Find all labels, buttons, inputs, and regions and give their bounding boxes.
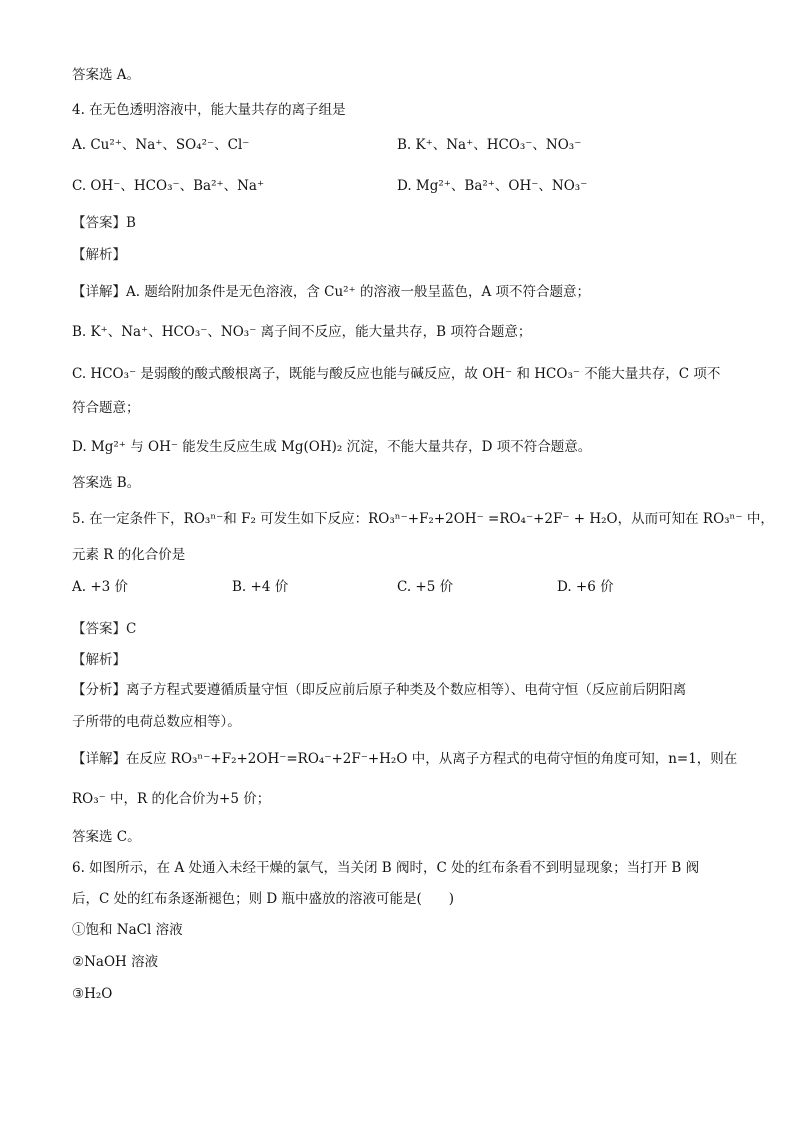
analysis-5-line1: 【分析】离子方程式要遵循质量守恒（即反应前后原子种类及个数应相等）、电荷守恒（反应前后阴阳离 xyxy=(72,682,687,698)
detail-4-2: B. K⁺、Na⁺、HCO₃⁻、NO₃⁻ 离子间不反应，能大量共存，B 项符合题意； xyxy=(72,324,532,340)
question-6-option3: ③H₂O xyxy=(72,986,113,1002)
option-5a: A. +3 价 xyxy=(72,579,129,595)
option-5c: C. +5 价 xyxy=(397,579,454,595)
answer-select-5: 答案选 C。 xyxy=(72,829,141,845)
detail-5-line2: RO₃⁻ 中，R 的化合价为+5 价； xyxy=(72,791,271,807)
question-6-option1: ①饱和 NaCl 溶液 xyxy=(72,922,183,938)
option-5b: B. +4 价 xyxy=(232,579,289,595)
detail-4-4: 符合题意； xyxy=(72,400,140,416)
question-6-line2: 后，C 处的红布条逐渐褪色；则 D 瓶中盛放的溶液可能是( ) xyxy=(72,891,455,907)
question-6-option2: ②NaOH 溶液 xyxy=(72,954,159,970)
option-4b: B. K⁺、Na⁺、HCO₃⁻、NO₃⁻ xyxy=(397,137,582,153)
answer-select-4: 答案选 B。 xyxy=(72,475,141,491)
option-4d: D. Mg²⁺、Ba²⁺、OH⁻、NO₃⁻ xyxy=(397,178,588,194)
question-6-line1: 6. 如图所示，在 A 处通入未经干燥的氯气，当关闭 B 阀时，C 处的红布条看不到明显现象；当打开 B 阀 xyxy=(72,860,700,876)
answer-4: 【答案】B xyxy=(72,215,136,231)
option-4a: A. Cu²⁺、Na⁺、SO₄²⁻、Cl⁻ xyxy=(72,137,250,153)
detail-5-line1: 【详解】在反应 RO₃ⁿ⁻+F₂+2OH⁻=RO₄⁻+2F⁻+H₂O 中，从离子方程式的电荷守恒的角度可知，n=1，则在 xyxy=(72,751,738,767)
question-4: 4. 在无色透明溶液中，能大量共存的离子组是 xyxy=(72,102,346,118)
option-5d: D. +6 价 xyxy=(557,579,614,595)
detail-4-5: D. Mg²⁺ 与 OH⁻ 能发生反应生成 Mg(OH)₂ 沉淀，不能大量共存，D 项不符合题意。 xyxy=(72,439,592,455)
analysis-heading-4: 【解析】 xyxy=(72,247,126,263)
analysis-heading-5: 【解析】 xyxy=(72,652,126,668)
answer-5: 【答案】C xyxy=(72,621,137,637)
question-5-line2: 元素 R 的化合价是 xyxy=(72,547,186,563)
option-4c: C. OH⁻、HCO₃⁻、Ba²⁺、Na⁺ xyxy=(72,178,265,194)
answer-line: 答案选 A。 xyxy=(72,67,141,83)
question-5-line1: 5. 在一定条件下，RO₃ⁿ⁻和 F₂ 可发生如下反应：RO₃ⁿ⁻+F₂+2OH⁻ =RO₄⁻+2F⁻ + H₂O，从而可知在 RO₃ⁿ⁻ 中， xyxy=(72,511,774,527)
detail-4-1: 【详解】A. 题给附加条件是无色溶液，含 Cu²⁺ 的溶液一般呈蓝色，A 项不符合题意； xyxy=(72,284,591,300)
analysis-5-line2: 子所带的电荷总数应相等）。 xyxy=(72,714,241,730)
detail-4-3: C. HCO₃⁻ 是弱酸的酸式酸根离子，既能与酸反应也能与碱反应，故 OH⁻ 和 HCO₃⁻ 不能大量共存，C 项不 xyxy=(72,366,721,382)
